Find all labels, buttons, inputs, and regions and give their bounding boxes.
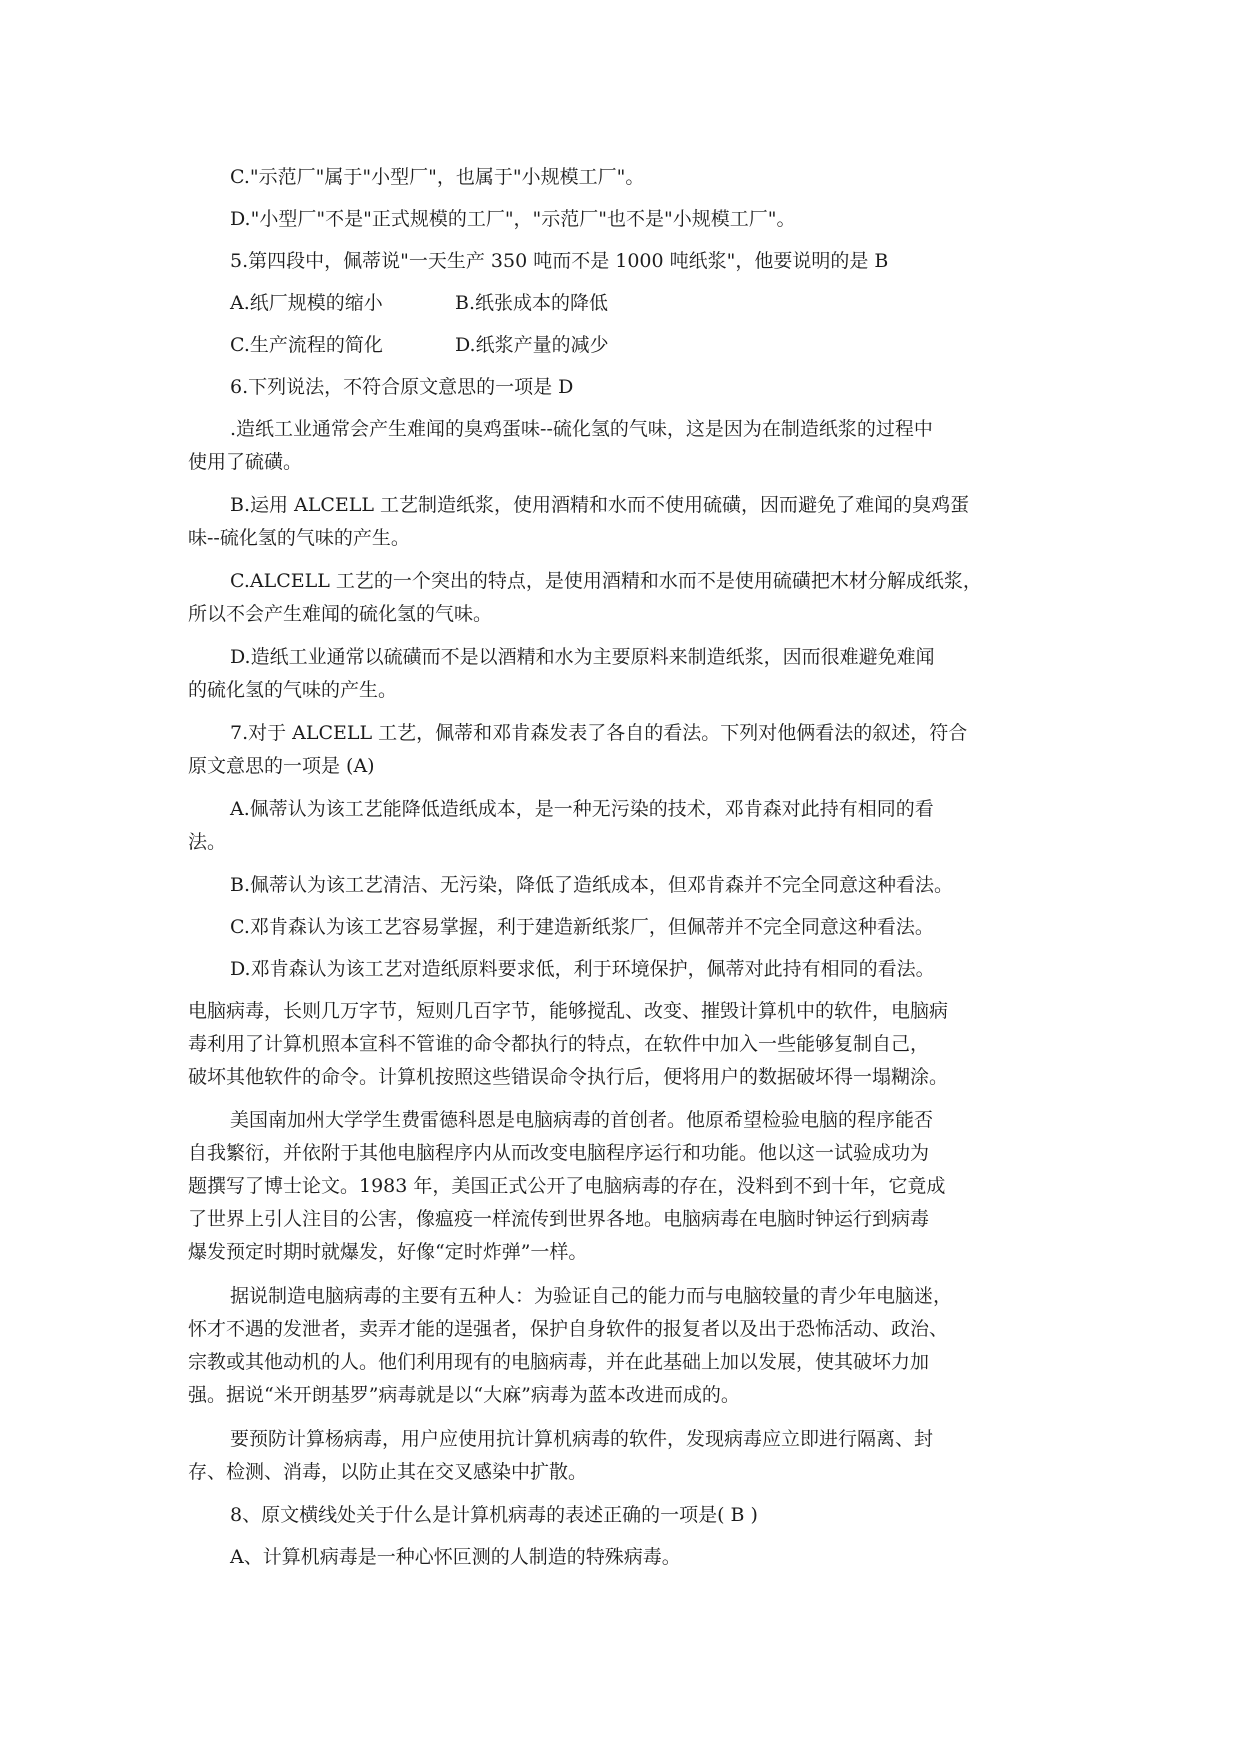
option-b-q7: B.佩蒂认为该工艺清洁、无污染，降低了造纸成本，但邓肯森并不完全同意这种看法。	[230, 874, 954, 896]
passage-paragraph-4: 要预防计算杨病毒，用户应使用抗计算机病毒的软件，发现病毒应立即进行隔离、封 存、检测、消毒，以防止其在交叉感染中扩散。	[188, 1428, 934, 1483]
passage-paragraph-1: 电脑病毒，长则几万字节，短则几百字节，能够搅乱、改变、摧毁计算机中的软件，电脑病 毒利用了计算机照本宣科不管谁的命令都执行的特点，在软件中加入一些能够复制自己， 破坏其他软件的命令。计算机按照这些错误命令执行后，便将用户的数据破坏得一塌糊涂。	[188, 1000, 949, 1088]
question-5: 5.第四段中，佩蒂说"一天生产 350 吨而不是 1000 吨纸浆"，他要说明的是 B	[230, 250, 889, 272]
option-c-q6: C.ALCELL 工艺的一个突出的特点，是使用酒精和水而不是使用硫磺把木材分解成纸浆， 所以不会产生难闻的硫化氢的气味。	[188, 570, 982, 625]
option-a-q6: .造纸工业通常会产生难闻的臭鸡蛋味--硫化氢的气味，这是因为在制造纸浆的过程中 使用了硫磺。	[188, 418, 933, 473]
question-8: 8、原文横线处关于什么是计算机病毒的表述正确的一项是( B )	[230, 1504, 758, 1526]
option-c-q5: C.生产流程的简化	[230, 334, 383, 356]
question-6: 6.下列说法，不符合原文意思的一项是 D	[230, 376, 574, 398]
option-a-q5: A.纸厂规模的缩小	[230, 292, 383, 314]
option-a-q7: A.佩蒂认为该工艺能降低造纸成本，是一种无污染的技术，邓肯森对此持有相同的看 法。	[188, 798, 934, 853]
option-c-q7: C.邓肯森认为该工艺容易掌握，利于建造新纸浆厂，但佩蒂并不完全同意这种看法。	[230, 916, 934, 938]
option-d-q4: D."小型厂"不是"正式规模的工厂"，"示范厂"也不是"小规模工厂"。	[230, 208, 796, 230]
option-b-q5: B.纸张成本的降低	[455, 292, 609, 314]
option-a-q8: A、计算机病毒是一种心怀叵测的人制造的特殊病毒。	[230, 1546, 681, 1568]
option-d-q7: D.邓肯森认为该工艺对造纸原料要求低，利于环境保护，佩蒂对此持有相同的看法。	[230, 958, 935, 980]
option-d-q5: D.纸浆产量的减少	[455, 334, 609, 356]
question-7: 7.对于 ALCELL 工艺，佩蒂和邓肯森发表了各自的看法。下列对他俩看法的叙述，符合 原文意思的一项是 (A)	[188, 722, 968, 777]
passage-paragraph-2: 美国南加州大学学生费雷德科恩是电脑病毒的首创者。他原希望检验电脑的程序能否 自我繁衍，并依附于其他电脑程序内从而改变电脑程序运行和功能。他以这一试验成功为 题撰写了博士论文。1983 年，美国正式公开了电脑病毒的存在，没料到不到十年，它竟成 了世界上引人注目的公害，像瘟疫一样流传到世界各地。电脑病毒在电脑时钟运行到病毒 爆发预定时期时就爆发，好像“定时炸弹”一样。	[188, 1109, 946, 1263]
option-b-q6: B.运用 ALCELL 工艺制造纸浆，使用酒精和水而不使用硫磺，因而避免了难闻的臭鸡蛋 味--硫化氢的气味的产生。	[188, 494, 970, 549]
option-d-q6: D.造纸工业通常以硫磺而不是以酒精和水为主要原料来制造纸浆，因而很难避免难闻 的硫化氢的气味的产生。	[188, 646, 935, 701]
passage-paragraph-3: 据说制造电脑病毒的主要有五种人：为验证自己的能力而与电脑较量的青少年电脑迷， 怀才不遇的发泄者，卖弄才能的逞强者，保护自身软件的报复者以及出于恐怖活动、政治、 宗教或其他动机的人。他们利用现有的电脑病毒，并在此基础上加以发展，使其破坏力加 强。据说“米开朗基罗”病毒就是以“大麻”病毒为蓝本改进而成的。	[188, 1285, 953, 1406]
option-c-q4: C."示范厂"属于"小型厂"，也属于"小规模工厂"。	[230, 166, 645, 188]
